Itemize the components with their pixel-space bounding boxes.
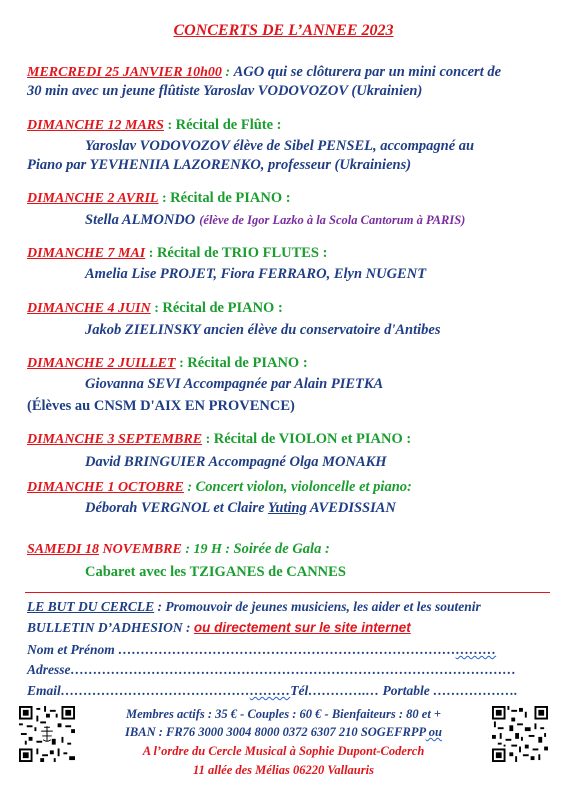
event-title: Récital de VIOLON et PIANO : (213, 431, 412, 447)
event-text: Yaroslav VODOVOZOV élève de Sibel PENSEL, accompagné au (85, 138, 475, 154)
but-du-cercle (27, 599, 481, 615)
event-date: DIMANCHE 12 MARS (27, 118, 164, 133)
event-text: AGO qui se clôturera par un mini concert de (233, 64, 502, 80)
bic: SOGEFRPP (360, 725, 426, 739)
page-title: CONCERTS DE L’ANNEE 2023 (173, 22, 394, 39)
event-date: MERCREDI 25 JANVIER 10h00 (27, 65, 222, 80)
event-title: Soirée de Gala : (233, 541, 330, 557)
event-note: (élève de Igor Lazko à la Scola Cantorum à PARIS) (199, 213, 466, 227)
nom-field: Nom et Prénom ………………………………………………………………………… (27, 642, 497, 657)
event-text: Cabaret avec les TZIGANES de CANNES (85, 564, 346, 580)
event-violon: DIMANCHE 3 SEPTEMBRE : Récital de VIOLON et PIANO : (27, 431, 412, 447)
event-piano-avril: DIMANCHE 2 AVRIL : Récital de PIANO : (27, 190, 291, 206)
event-title: Récital de Flûte : (175, 117, 282, 133)
event-title: Récital de TRIO FLUTES : (156, 245, 328, 261)
event-trio: DIMANCHE 7 MAI : Récital de TRIO FLUTES : (27, 245, 328, 261)
event-date: DIMANCHE 4 JUIN (27, 301, 151, 316)
event-piano-juin: DIMANCHE 4 JUIN : Récital de PIANO : (27, 300, 283, 316)
event-flute: DIMANCHE 12 MARS : Récital de Flûte : (27, 117, 282, 133)
event-date: DIMANCHE 1 OCTOBRE (27, 480, 184, 495)
event-date: DIMANCHE 2 JUILLET (27, 356, 176, 371)
but-label: LE BUT DU CERCLE (27, 599, 155, 614)
bulletin-label: BULLETIN D’ADHESION : (27, 620, 191, 635)
event-title: Concert violon, violoncelle et piano: (195, 479, 412, 495)
event-title: Récital de PIANO : (162, 300, 283, 316)
payable-to: A l’ordre du Cercle Musical à Sophie Dupont-Coderch (142, 744, 425, 758)
event-piano-juillet: DIMANCHE 2 JUILLET : Récital de PIANO : (27, 355, 308, 371)
but-text: : Promouvoir de jeunes musiciens, les aider et les soutenir (154, 599, 481, 614)
adresse-field: Adresse……………………………………………………………………………………… (27, 662, 516, 677)
event-ago: MERCREDI 25 JANVIER 10h00 : AGO qui se clôturera par un mini concert de (27, 64, 502, 80)
event-text: Amelia Lise PROJET, Fiora FERRARO, Elyn NUGENT (85, 266, 427, 282)
event-title: Récital de PIANO : (170, 190, 291, 206)
event-date: SAMEDI 18 (27, 542, 99, 557)
event-concert-octobre: DIMANCHE 1 OCTOBRE : Concert violon, violoncelle et piano: (27, 479, 412, 495)
iban-line: IBAN : FR76 3000 3004 8000 0372 6307 210 SOGEFRPP ou (125, 725, 442, 739)
event-text: Jakob ZIELINSKY ancien élève du conservatoire d'Antibes (85, 322, 441, 338)
event-text: 30 min avec un jeune flûtiste Yaroslav VODOVOZOV (Ukrainien) (27, 83, 423, 99)
event-text: (Élèves au CNSM D'AIX EN PROVENCE) (27, 398, 295, 414)
website-link[interactable]: ou directement sur le site internet (193, 620, 411, 635)
event-line (85, 211, 465, 229)
event-date: DIMANCHE 7 MAI (27, 246, 146, 261)
membership-fees: Membres actifs : 35 € - Couples : 60 € - Bienfaiteurs : 80 et + (125, 707, 442, 721)
event-text: Déborah VERGNOL et Claire Yuting AVEDISSIAN (85, 500, 396, 516)
event-gala: SAMEDI 18 NOVEMBRE : 19 H : Soirée de Gala : (27, 541, 330, 557)
event-text: Stella ALMONDO (85, 212, 196, 228)
event-title: Récital de PIANO : (187, 355, 308, 371)
postal-address: 11 allée des Mélias 06220 Vallauris (193, 763, 374, 777)
event-text: David BRINGUIER Accompagné Olga MONAKH (85, 454, 387, 470)
event-date: DIMANCHE 2 AVRIL (27, 191, 159, 206)
section-divider (25, 592, 550, 593)
event-date: DIMANCHE 3 SEPTEMBRE (27, 432, 203, 447)
event-text: Giovanna SEVI Accompagnée par Alain PIETKA (85, 376, 384, 392)
iban: IBAN : FR76 3000 3004 8000 0372 6307 210 (125, 725, 361, 739)
email-field: Email……………………………………………Tél………….… Portable ………………. (27, 683, 518, 698)
bulletin-adhesion (27, 620, 411, 636)
event-text: Piano par YEVHENIIA LAZORENKO, professeur (Ukrainiens) (27, 157, 412, 173)
